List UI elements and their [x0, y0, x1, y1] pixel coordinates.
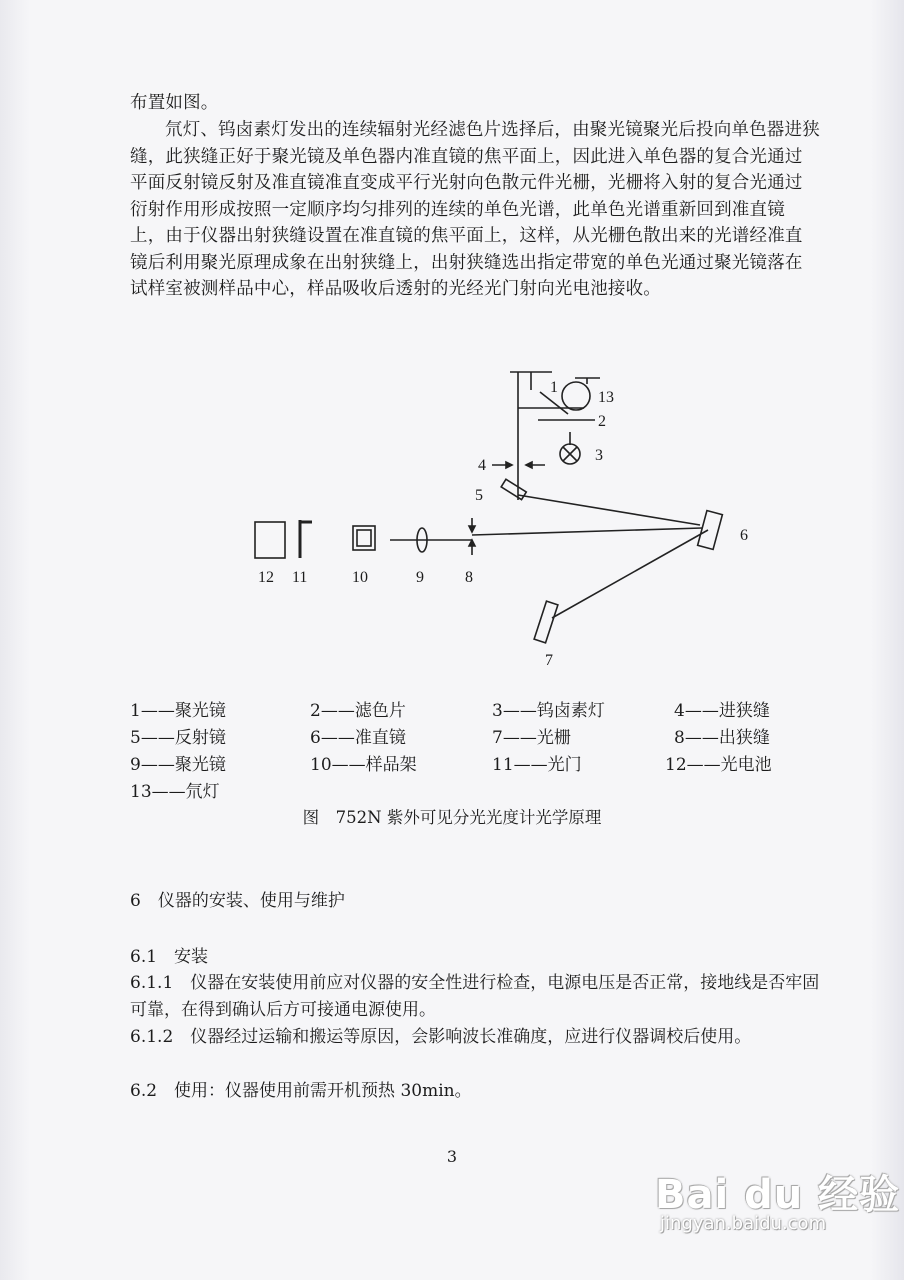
legend-row — [130, 696, 820, 722]
legend-item: 13——氘灯 — [130, 782, 220, 802]
legend-item: 10——样品架 — [310, 755, 417, 775]
legend-row — [130, 750, 820, 776]
legend-item: 4——进狭缝 — [674, 701, 770, 721]
clause-6-1-1: 6.1.1 仪器在安装使用前应对仪器的安全性进行检查，电源电压是否正常，接地线是否牢固可靠，在得到确认后方可接通电源使用。 — [130, 973, 820, 1020]
photocell — [255, 522, 285, 558]
label-6: 6 — [740, 527, 748, 544]
legend-item: 12——光电池 — [665, 755, 772, 775]
principle-paragraph: 氘灯、钨卤素灯发出的连续辐射光经滤色片选择后，由聚光镜聚光后投向单色器进狭缝，此狭缝正好于聚光镜及单色器内准直镜的焦平面上，因此进入单色器的复合光通过平面反射镜反射及准直镜准直变成平行光射向色散元件光栅，光栅将入射的复合光通过衍射作用形成按照一定顺序均匀排列的连续的单色光谱，此单色光谱重新回到准直镜上，由于仪器出射狭缝设置在准直镜的焦平面上，这样，从光栅色散出来的光谱经准直镜后利用聚光原理成象在出射狭缝上，出射狭缝选出指定带宽的单色光通过聚光镜落在试样室被测样品中心，样品吸收后透射的光经光门射向光电池接收。 — [130, 120, 820, 299]
page-number: 3 — [446, 1147, 458, 1166]
legend-item: 7——光栅 — [492, 728, 571, 748]
legend-item: 1——聚光镜 — [130, 701, 226, 721]
clause-6-2: 6.2 使用：仪器使用前需开机预热 30min。 — [130, 1081, 472, 1101]
legend-item: 11——光门 — [492, 755, 582, 775]
watermark-url: jingyan.baidu.com — [660, 1213, 827, 1234]
label-12: 12 — [258, 569, 274, 586]
legend-item: 2——滤色片 — [310, 701, 406, 721]
legend-item: 5——反射镜 — [130, 728, 226, 748]
legend-item: 8——出狭缝 — [674, 728, 770, 748]
optical-schematic — [240, 350, 760, 680]
intro-line: 布置如图。 — [130, 93, 219, 113]
baidu-jingyan-logo: Bai du 经验 — [655, 1172, 901, 1218]
section-heading: 6 仪器的安装、使用与维护 — [130, 891, 345, 911]
label-11: 11 — [292, 569, 308, 586]
subsection-6-1: 6.1 安装 — [130, 947, 209, 967]
deuterium-lamp-circle — [562, 382, 590, 410]
label-5: 5 — [475, 487, 483, 504]
label-9: 9 — [416, 569, 424, 586]
label-13: 13 — [598, 389, 614, 406]
legend-item: 3——钨卤素灯 — [492, 701, 605, 721]
label-1: 1 — [550, 379, 558, 396]
sample-holder-inner — [357, 530, 371, 546]
label-10: 10 — [352, 569, 368, 586]
legend-item: 9——聚光镜 — [130, 755, 226, 775]
label-7: 7 — [545, 652, 553, 669]
figure-caption: 图 752N 紫外可见分光光度计光学原理 — [302, 808, 602, 827]
collimator-mirror — [698, 511, 723, 550]
label-3: 3 — [595, 447, 603, 464]
grating — [534, 601, 558, 643]
legend-row — [130, 723, 820, 749]
legend-row — [130, 777, 820, 803]
legend-item: 6——准直镜 — [310, 728, 406, 748]
label-8: 8 — [465, 569, 473, 586]
label-2: 2 — [598, 413, 606, 430]
clause-6-1-2: 6.1.2 仪器经过运输和搬运等原因，会影响波长准确度，应进行仪器调校后使用。 — [130, 1027, 752, 1047]
label-4: 4 — [478, 457, 486, 474]
